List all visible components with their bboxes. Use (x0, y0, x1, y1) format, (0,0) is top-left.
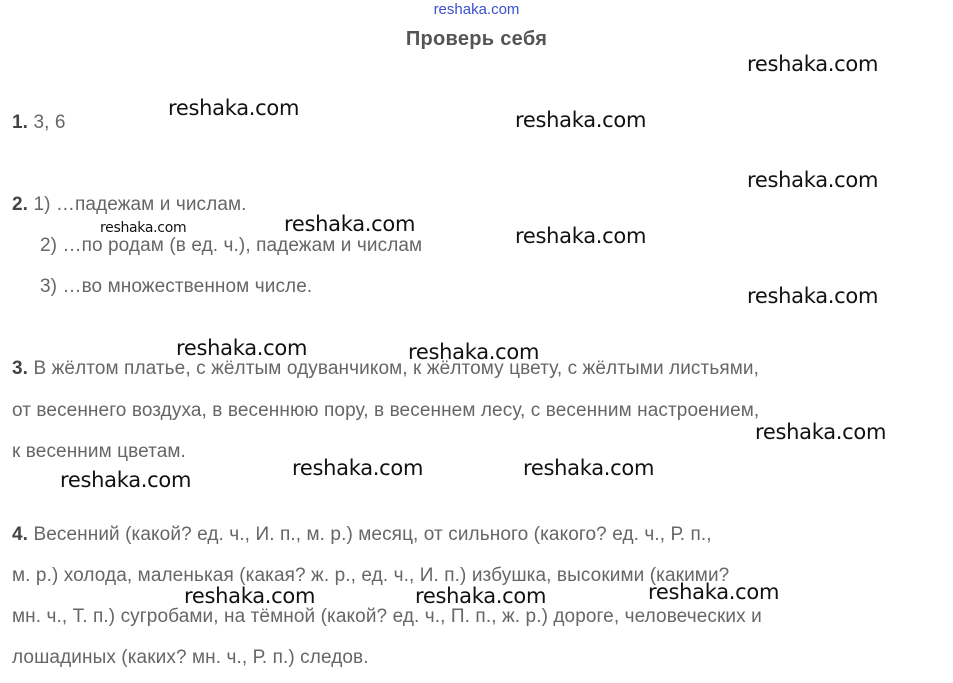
watermark: reshaka.com (60, 468, 192, 492)
answer-2-line-1: 1) …падежам и числам. (33, 194, 247, 215)
answer-1-line-1: 3, 6 (33, 112, 66, 133)
answer-3 (12, 358, 759, 380)
watermark: reshaka.com (515, 108, 647, 132)
answer-4-line-1: Весенний (какой? ед. ч., И. п., м. р.) месяц, от сильного (какого? ед. ч., Р. п., (33, 524, 712, 545)
watermark: reshaka.com (292, 456, 424, 480)
watermark: reshaka.com (747, 168, 879, 192)
answer-2-line-3: 3) …во множественном числе. (40, 276, 313, 297)
watermark: reshaka.com (100, 220, 187, 236)
answer-4 (12, 524, 712, 546)
watermark: reshaka.com (747, 284, 879, 308)
answer-1 (12, 112, 66, 134)
watermark: reshaka.com (168, 96, 300, 120)
answer-2-line-2: 2) …по родам (в ед. ч.), падежам и числам (40, 235, 423, 256)
watermark: reshaka.com (284, 212, 416, 236)
watermark: reshaka.com (648, 580, 780, 604)
answer-2-number: 2. (12, 194, 29, 215)
site-header-link[interactable]: reshaka.com (433, 1, 520, 18)
answer-4-number: 4. (12, 524, 29, 545)
page-title: Проверь себя (405, 28, 548, 50)
watermark: reshaka.com (176, 336, 308, 360)
answer-4-line-2: м. р.) холода, маленькая (какая? ж. р., ед. ч., И. п.) избушка, высокими (какими? (12, 565, 730, 586)
answer-1-number: 1. (12, 112, 29, 133)
answer-3-number: 3. (12, 358, 29, 379)
answer-3-line-3: к весенним цветам. (12, 441, 186, 462)
answer-3-line-2: от весеннего воздуха, в весеннюю пору, в весеннем лесу, с весенним настроением, (12, 400, 760, 421)
watermark: reshaka.com (515, 224, 647, 248)
watermark: reshaka.com (523, 456, 655, 480)
watermark: reshaka.com (755, 420, 887, 444)
answer-3-line-1: В жёлтом платье, с жёлтым одуванчиком, к жёлтому цвету, с жёлтыми листьями, (33, 358, 759, 379)
answer-4-line-3: мн. ч., Т. п.) сугробами, на тёмной (какой? ед. ч., П. п., ж. р.) дороге, человеческих и (12, 606, 762, 627)
watermark: reshaka.com (408, 340, 540, 364)
watermark: reshaka.com (184, 584, 316, 608)
watermark: reshaka.com (415, 584, 547, 608)
answer-4-line-4: лошадиных (каких? мн. ч., Р. п.) следов. (12, 647, 369, 668)
answer-2 (12, 194, 247, 216)
watermark: reshaka.com (747, 52, 879, 76)
